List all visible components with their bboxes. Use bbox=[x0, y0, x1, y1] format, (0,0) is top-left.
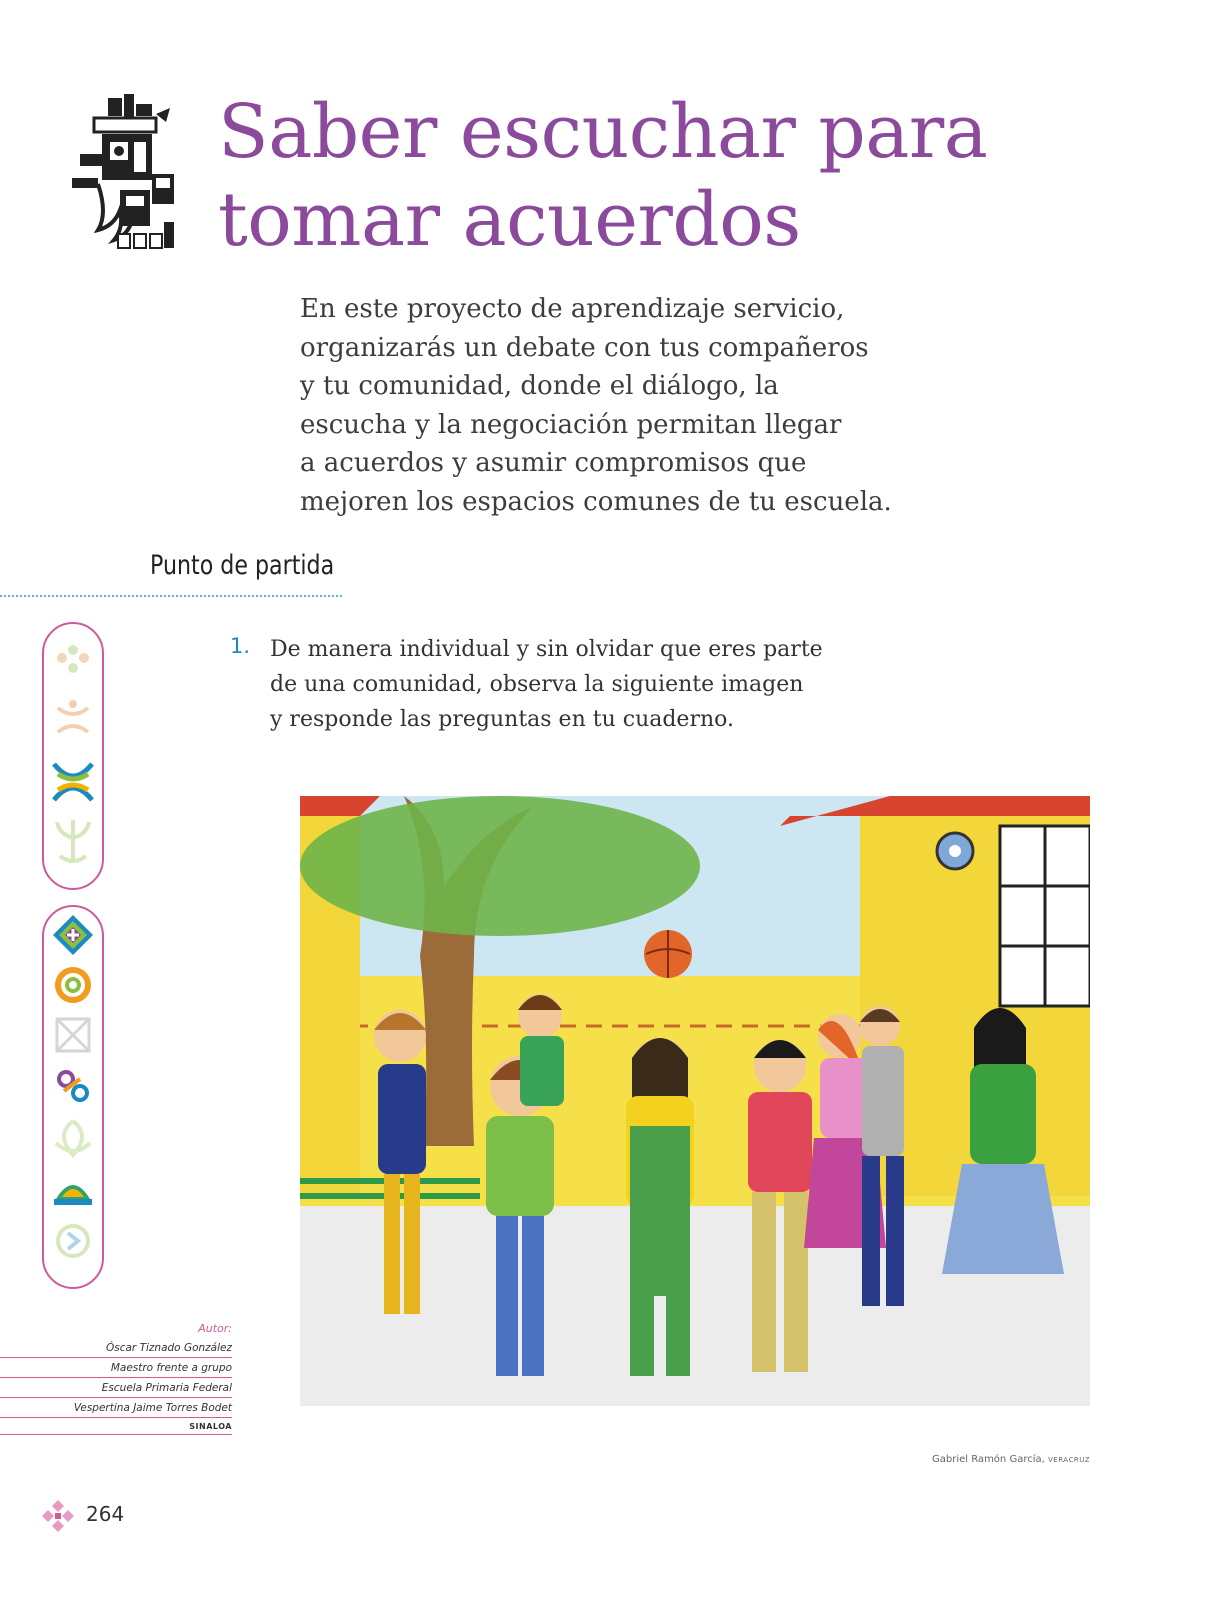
author-state: SINALOA bbox=[0, 1418, 232, 1435]
intro-line: a acuerdos y asumir compromisos que bbox=[300, 448, 807, 478]
intro-line: escucha y la negociación permitan llegar bbox=[300, 409, 842, 440]
intro-line: mejoren los espacios comunes de tu escuela. bbox=[300, 486, 892, 517]
illustrator-name: Gabriel Ramón García, bbox=[931, 1454, 1045, 1465]
axis-icon-4 bbox=[59, 1072, 87, 1100]
axis-icon-7 bbox=[58, 1226, 88, 1256]
intro-line: y tu comunidad, donde el diálogo, la bbox=[300, 371, 779, 401]
section-divider bbox=[0, 595, 342, 597]
field-icon-2 bbox=[58, 700, 88, 732]
activity-instructions bbox=[270, 632, 910, 737]
author-line: Maestro frente a grupo bbox=[0, 1358, 232, 1378]
axis-icon-5 bbox=[56, 1121, 90, 1155]
section-heading: Punto de partida bbox=[150, 550, 335, 581]
axis-icon-1 bbox=[53, 915, 93, 955]
activity-number: 1. bbox=[230, 634, 251, 658]
schoolyard-illustration bbox=[300, 796, 1090, 1406]
intro-paragraph bbox=[300, 290, 1000, 521]
activity-line: De manera individual y sin olvidar que eres parte bbox=[270, 637, 823, 662]
axis-icon-6 bbox=[54, 1185, 92, 1205]
page-title bbox=[218, 88, 987, 264]
title-line-1: Saber escuchar para bbox=[218, 89, 988, 175]
mesoamerican-glyph-icon bbox=[72, 94, 176, 254]
intro-line: En este proyecto de aprendizaje servicio, bbox=[300, 294, 845, 324]
field-icon-4 bbox=[57, 820, 89, 861]
axis-icon-3 bbox=[57, 1019, 89, 1051]
axes-sidebar bbox=[42, 905, 104, 1289]
activity-line: de una comunidad, observa la siguiente imagen bbox=[270, 672, 804, 697]
page-ornament-icon bbox=[40, 1498, 76, 1534]
page-number: 264 bbox=[86, 1502, 125, 1526]
author-line: Vespertina Jaime Torres Bodet bbox=[0, 1398, 232, 1418]
intro-line: organizarás un debate con tus compañeros bbox=[300, 332, 869, 363]
axis-icon-2 bbox=[58, 970, 88, 1000]
author-block bbox=[0, 1322, 232, 1435]
author-line: Escuela Primaria Federal bbox=[0, 1378, 232, 1398]
field-icon-1 bbox=[57, 645, 89, 673]
activity-line: y responde las preguntas en tu cuaderno. bbox=[270, 707, 734, 732]
illustrator-place: VERACRUZ bbox=[1047, 1456, 1090, 1464]
illustration-credit bbox=[640, 1454, 1090, 1465]
title-line-2: tomar acuerdos bbox=[218, 177, 801, 263]
author-line: Óscar Tiznado González bbox=[0, 1338, 232, 1358]
author-label: Autor: bbox=[198, 1322, 232, 1335]
fields-sidebar bbox=[42, 622, 104, 890]
field-icon-3 bbox=[54, 764, 92, 800]
